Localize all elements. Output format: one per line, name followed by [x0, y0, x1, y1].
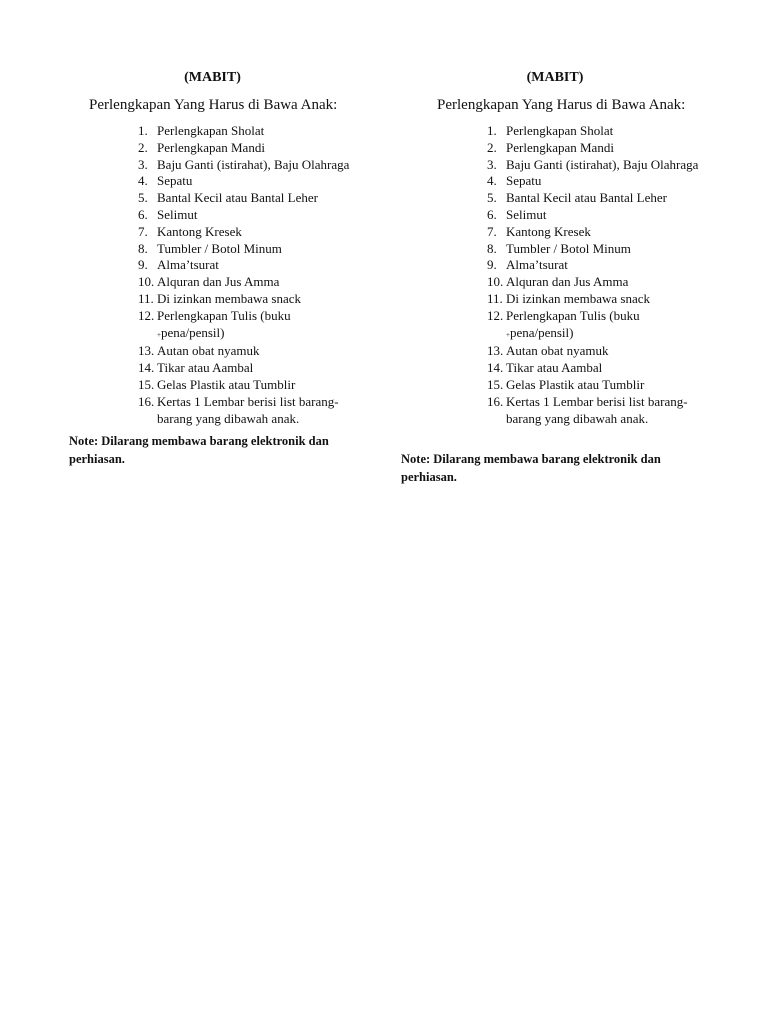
list-item-text: Autan obat nyamuk — [506, 343, 609, 359]
list-item — [487, 274, 703, 291]
list-item — [138, 394, 373, 428]
note — [401, 450, 701, 486]
list-item-text: Kantong Kresek — [157, 223, 242, 239]
list-item-prefix: + — [506, 330, 510, 339]
list-item-text: Kertas 1 Lembar berisi list barang-barang yang dibawah anak. — [157, 393, 339, 426]
list-item-text-continued: pena/pensil) — [509, 324, 574, 340]
list-item — [138, 257, 373, 274]
list-item-text: Bantal Kecil atau Bantal Leher — [506, 190, 667, 206]
list-item — [138, 207, 373, 224]
list-item-text: Di izinkan membawa snack — [506, 290, 651, 306]
list-item — [138, 241, 373, 258]
list-item-text: Tikar atau Aambal — [506, 360, 603, 376]
list-item-text: Alma’tsurat — [157, 257, 219, 273]
page-title: (MABIT) — [184, 70, 241, 85]
list-item-number: 1. — [487, 123, 497, 138]
list-item — [487, 360, 703, 377]
list-item — [138, 308, 373, 344]
list-item-text: Gelas Plastik atau Tumblir — [157, 376, 296, 392]
list-item-text: Alquran dan Jus Amma — [506, 274, 629, 290]
list-item — [487, 308, 703, 344]
list-item-text: Perlengkapan Sholat — [157, 123, 265, 138]
list-item-number: 5. — [487, 190, 497, 206]
list-item-prefix: + — [157, 330, 161, 339]
list-item-number: 3. — [138, 156, 148, 172]
page-title: (MABIT) — [526, 70, 584, 85]
list-item-text: Di izinkan membawa snack — [157, 290, 302, 306]
list-item-number: 14. — [138, 360, 155, 376]
list-item-text: Sepatu — [506, 173, 542, 189]
list-item-text: Sepatu — [157, 173, 193, 189]
list-item-number: 4. — [138, 173, 148, 189]
list-item-number: 16. — [138, 393, 155, 409]
list-item — [138, 224, 373, 241]
list-item — [487, 190, 703, 207]
list-item-text: Kertas 1 Lembar berisi list barang-barang yang dibawah anak. — [506, 393, 688, 426]
list-item-text: Perlengkapan Tulis (buku — [157, 307, 291, 323]
list-item-number: 7. — [487, 223, 497, 239]
note-line: Note: Dilarang membawa barang elektronik dan — [401, 452, 661, 466]
list-item-number: 13. — [487, 343, 504, 359]
list-item-number: 8. — [487, 240, 497, 256]
list-item-number: 2. — [138, 139, 148, 155]
list-item-number: 11. — [138, 290, 154, 306]
list-item-text: Perlengkapan Mandi — [157, 139, 265, 155]
list-item-number: 8. — [138, 240, 148, 256]
list-item — [487, 377, 703, 394]
list-item-text: Perlengkapan Mandi — [506, 139, 614, 155]
list-item-number: 10. — [487, 274, 504, 290]
list-item — [138, 190, 373, 207]
list-item-number: 12. — [487, 307, 504, 323]
list-item-number: 10. — [138, 274, 155, 290]
list-item-text: Bantal Kecil atau Bantal Leher — [157, 190, 318, 206]
list-item-text: Baju Ganti (istirahat), Baju Olahraga — [506, 156, 699, 172]
list-item — [487, 257, 703, 274]
list-item-number: 4. — [487, 173, 497, 189]
list-item-number: 16. — [487, 393, 504, 409]
list-heading: Perlengkapan Yang Harus di Bawa Anak: — [89, 97, 338, 113]
note-line: perhiasan. — [401, 470, 457, 484]
list-item-number: 6. — [487, 206, 497, 222]
note-line: Note: Dilarang membawa barang elektronik dan — [69, 434, 329, 448]
list-item-text: Alma’tsurat — [506, 257, 568, 273]
list-item — [138, 291, 373, 308]
list-item — [487, 140, 703, 157]
list-item-number: 15. — [487, 376, 504, 392]
note — [69, 432, 369, 468]
list-item-number: 5. — [138, 190, 148, 206]
list-item-number: 15. — [138, 376, 155, 392]
equipment-list — [487, 123, 703, 427]
list-item-text: Kantong Kresek — [506, 223, 591, 239]
list-item-text: Selimut — [157, 206, 198, 222]
list-item — [138, 360, 373, 377]
list-item-number: 12. — [138, 307, 155, 323]
note-line: perhiasan. — [69, 452, 125, 466]
list-item-number: 14. — [487, 360, 504, 376]
list-item — [138, 343, 373, 360]
list-item — [138, 274, 373, 291]
list-item — [487, 343, 703, 360]
list-item-text: Alquran dan Jus Amma — [157, 274, 280, 290]
list-item-text: Baju Ganti (istirahat), Baju Olahraga — [157, 156, 350, 172]
list-item — [138, 140, 373, 157]
list-item-number: 9. — [487, 257, 497, 273]
list-item-number: 6. — [138, 206, 148, 222]
list-item-number: 1. — [138, 123, 148, 138]
list-item — [487, 241, 703, 258]
list-item — [138, 157, 373, 174]
list-item-number: 9. — [138, 257, 148, 273]
list-item — [138, 123, 373, 140]
list-item — [487, 207, 703, 224]
list-item-text: Selimut — [506, 206, 547, 222]
list-item-text: Perlengkapan Sholat — [506, 123, 614, 138]
list-item-number: 7. — [138, 223, 148, 239]
list-item — [487, 173, 703, 190]
list-item-number: 3. — [487, 156, 497, 172]
equipment-list — [138, 123, 373, 427]
list-item-text-continued: pena/pensil) — [160, 324, 225, 340]
list-item — [487, 157, 703, 174]
list-item — [487, 394, 703, 428]
list-item-number: 2. — [487, 139, 497, 155]
list-item — [487, 224, 703, 241]
list-item-text: Tumbler / Botol Minum — [157, 240, 282, 256]
list-item-text: Tikar atau Aambal — [157, 360, 254, 376]
list-heading: Perlengkapan Yang Harus di Bawa Anak: — [437, 97, 686, 113]
list-item-text: Gelas Plastik atau Tumblir — [506, 376, 645, 392]
list-item-text: Perlengkapan Tulis (buku — [506, 307, 640, 323]
list-item — [487, 291, 703, 308]
list-item-text: Autan obat nyamuk — [157, 343, 260, 359]
list-item — [138, 377, 373, 394]
list-item-number: 11. — [487, 290, 503, 306]
list-item — [138, 173, 373, 190]
list-item — [487, 123, 703, 140]
list-item-text: Tumbler / Botol Minum — [506, 240, 631, 256]
list-item-number: 13. — [138, 343, 155, 359]
